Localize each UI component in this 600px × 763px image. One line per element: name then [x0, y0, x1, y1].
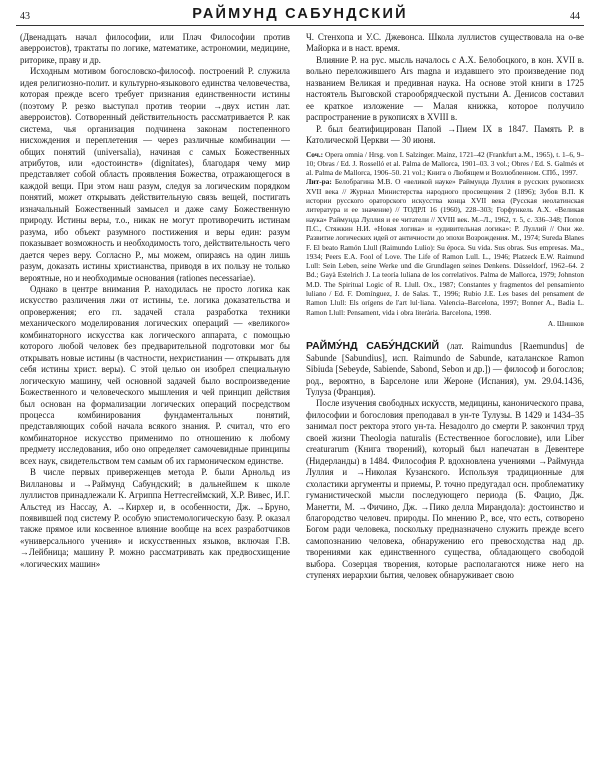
literature-reference — [306, 177, 584, 316]
paragraph: Ч. Стенхопа и У.С. Джевонса. Школа луллистов существовала на о-ве Майорка и в наст. время. — [306, 32, 584, 54]
article-author: А. Шишков — [547, 318, 584, 328]
paragraph: Однако в центре внимания Р. находилась не просто логика как искусство различения лжи от истины, т.е. логика доказательства и опровержения; его гл. задачей стала разработка техники механического моделирования логических операций — «великого» комбинаторного искусства как логического аппарата, с помощью которого любой человек без предварительной подготовки мог бы открывать новые истины (в частности, нехристианин — открывать для себя истины христ. веры). С этой целью он изобрел специальную логическую машину, чей основной задачей было воспроизведение Божественного и человеческого мышления и чей принцип действия был основан на формализации логических операций посредством процесса комбинирования фундаментальных понятий, представляющих собой начала всякого знания. Р. считал, что его комбинаторное искусство применимо по отношению к любому предмету исследования, ибо оно определяет самочевидные принципы всех наук, свидетельством тем самым об их гармоническом единстве. — [20, 283, 290, 466]
entry-intro — [306, 341, 584, 398]
works-reference — [306, 150, 584, 178]
references — [306, 150, 584, 329]
works-text: Opera omnia / Hrsg. von I. Salzinger. Mainz, 1721–42 (Frankfurt a.M., 1965), t. 1–6, 9–10; Obras / Ed. J. Rosselló et al. Palma de Mallorca, 1901–03. 3 vol.; Obres / Ed. S. Galmés et al. Palma de Mallorca, 1906–50. 21 vol.; Книга о Любящем и Возлюбленном. СПб., 1997. — [306, 149, 584, 178]
right-column — [306, 32, 584, 751]
works-label: Соч.: — [306, 149, 324, 159]
page-number-right: 44 — [570, 11, 580, 22]
entry-intro-text: (лат. Raimundus [Raemundus] de Sabunde [Sabundius], исп. Raimundo de Sabunde, каталанское Ramon Sibiuda [Sebeyde, Sabiende, Sabond, Sebon и др.]) — философ и богослов; род., вероятно, в Барселоне или Жероне (Испания), ум. 29.04.1436, Тулуза (Франция). — [306, 341, 584, 397]
page-number-left: 43 — [20, 11, 30, 22]
paragraph: Исходным мотивом богословско-философ. построений Р. служила идея религиозно-полит. и культурно-языкового единства человечества, которая прежде всего требует признания единственности истины (поэтому Р. резко выступал против теории →двух истин лат. аверроистов). Сотворенный действительность рассматривается Р. как система, чья организация подчинена законам постепенного нисхождения и переплетения — через различные комбинации — общих понятий (universalia), начиная с самых Божественных атрибутов, или «достоинств» (dignitates), благодаря чему мир представляет собой область проявления Божества, отражающегося в каждой вещи. При этом наш разум, следуя за логическим порядком понятий, может открывать действительную связь вещей, постигать изначальный Божественный замысел и даже саму Божественную природу. Истины веры, т.о., никак не могут противоречить истинам разума, ибо объект разумного постижения и веры един: разум показывает возможность и необходимость того, действительность чего дается через веру. Согласно Р., мы можем, опираясь на один лишь разум, доказать истины христианства, приводя в их пользу не только вероятные, но и необходимые основания (rationes necessariae). — [20, 66, 290, 283]
running-title: РАЙМУНД САБУНДСКИЙ — [192, 6, 408, 22]
literature-text: Белобрагина М.В. О «великой науке» Раймунда Луллия в русских рукописях XVII века // Журнал Министерства народного просвещения 2 (1896); Зубов В.П. К истории русского ораторского искусства конца XVII века (Русская неолатинская литература и ее значение) // ТОДРЛ 16 (1960), 228–303; Горфункель А.Х. «Великая наука» Раймунда Луллия и ее читатели // XVIII век. М.–Л., 1962, т. 5, с. 336–348; Попов П.С., Стяжкин Н.И. «Новая логика» и «удивительная логика»: Р. Луллий // Они же. Развитие логических идей от античности до эпохи Возрождения. М., 1974; Sureda Blanes F. El beato Ramón Llull (Raimundo Lulio): Su época. Su vida. Sus obras. Sus empresas. Ma., 1934; Peers E.A. Fool of Love. The Life of Ramon Lull. L., 1946; Platzeck E.W. Raimund Lull: Sein Leben, seine Werke und die Grundlagen seines Denkens. Düsseldorf, 1962–64. 2 Bd.; Gayà Estelrich J. La teoría luliana de los correlativos. Palma de Mallorca, 1979; Johnston M.D. The Spiritual Logic of R. Llull. Ox., 1987; Constantes y fragmentos del pensamiento luliano / Ed. F. Domínguez, J. de Salas. T., 1996; Rubio J.E. Les bases del pensament de Ramon Llull: Els orígens de l'art lul·liana. Valencia–Barcelona, 1997; Bonner A., Badia L. Ramon Llull: Pensament, vida i obra literària. Barcelona, 1998. — [306, 177, 584, 317]
paragraph: (Двенадцать начал философии, или Плач Философии против аверроистов), трактаты по логике, математике, астрономии, медицине, риторике, праву и др. — [20, 32, 290, 65]
paragraph: Р. был беатифицирован Папой →Пием IX в 1847. Память Р. в Католической Церкви — 30 июня. — [306, 123, 584, 146]
entry-title: РАЙМУ́НД САБУ́НДСКИЙ — [306, 340, 440, 353]
paragraph: В числе первых приверженцев метода Р. были Арнольд из Виллановы и →Раймунд Сабундский; в дальнейшем к школе луллистов принадлежали К. Агриппа Неттесгеймский, Х.Р. Вивес, И.Г. Альстед из Нассау, А. →Кирхер и, в особенности, Дж. →Бруно, появившей под систему Р. особую эпистемологическую базу. Р. оказал также прямое или косвенное влияние вообще на всех разработчиков «универсального учения» и искусственных языков, включая Г.В. →Лейбница; машину Р. можно рассматривать как предвосхищение «логических машин» — [20, 467, 290, 569]
left-column — [20, 32, 290, 751]
paragraph: После изучения свободных искусств, медицины, канонического права, философии и богословия преподавал в ун-те Тулузы. В 1429 и 1434–35 занимал пост ректора этого ун-та. Незадолго до смерти Р. закончил труд своей жизни Theologia naturalis (Естественное богословие), или Liber creaturarum (Книга творений), который был напечатан в Девентере (Нидерланды) в 1484. Философия Р. вдохновлена учениями →Раймунда Луллия и →Николая Кузанского. Используя традиционные для схоластики аргументы и приемы, Р. точно предугадал осн. проблематику гуманистической мысли последующего периода (Б. Фацио, Дж. Манетти, М. →Фичино, Дж. →Пико делла Мирандола): достоинство и благородство человеч. природы. По мнению Р., все, что есть, сотворено Богом ради человека, поскольку предназначено служить прежде всего самопознанию человека, обнаружению его превосходства над др. творениями как единственного существа, обладающего свободой выбора. Созерцая творения, которые располагаются ниже него на ступенях иерархии бытия, человек обнаруживает свою — [306, 398, 584, 581]
literature-label: Лит-ра: — [306, 177, 332, 187]
paragraph: Влияние Р. на рус. мысль началось с А.Х. Белобоцкого, в кон. XVII в. вольно переложившего Ars magna и издавшего это произведение под названием Великая и предивная наука. На основе этой книги в 1725 настоятель Выговской старообрядческой пустыни А. Денисов составил ее краткое изложение — Малая книжка, которое получило распространение в рукописях в XVIII в. — [306, 54, 584, 123]
header-rule — [16, 25, 584, 26]
